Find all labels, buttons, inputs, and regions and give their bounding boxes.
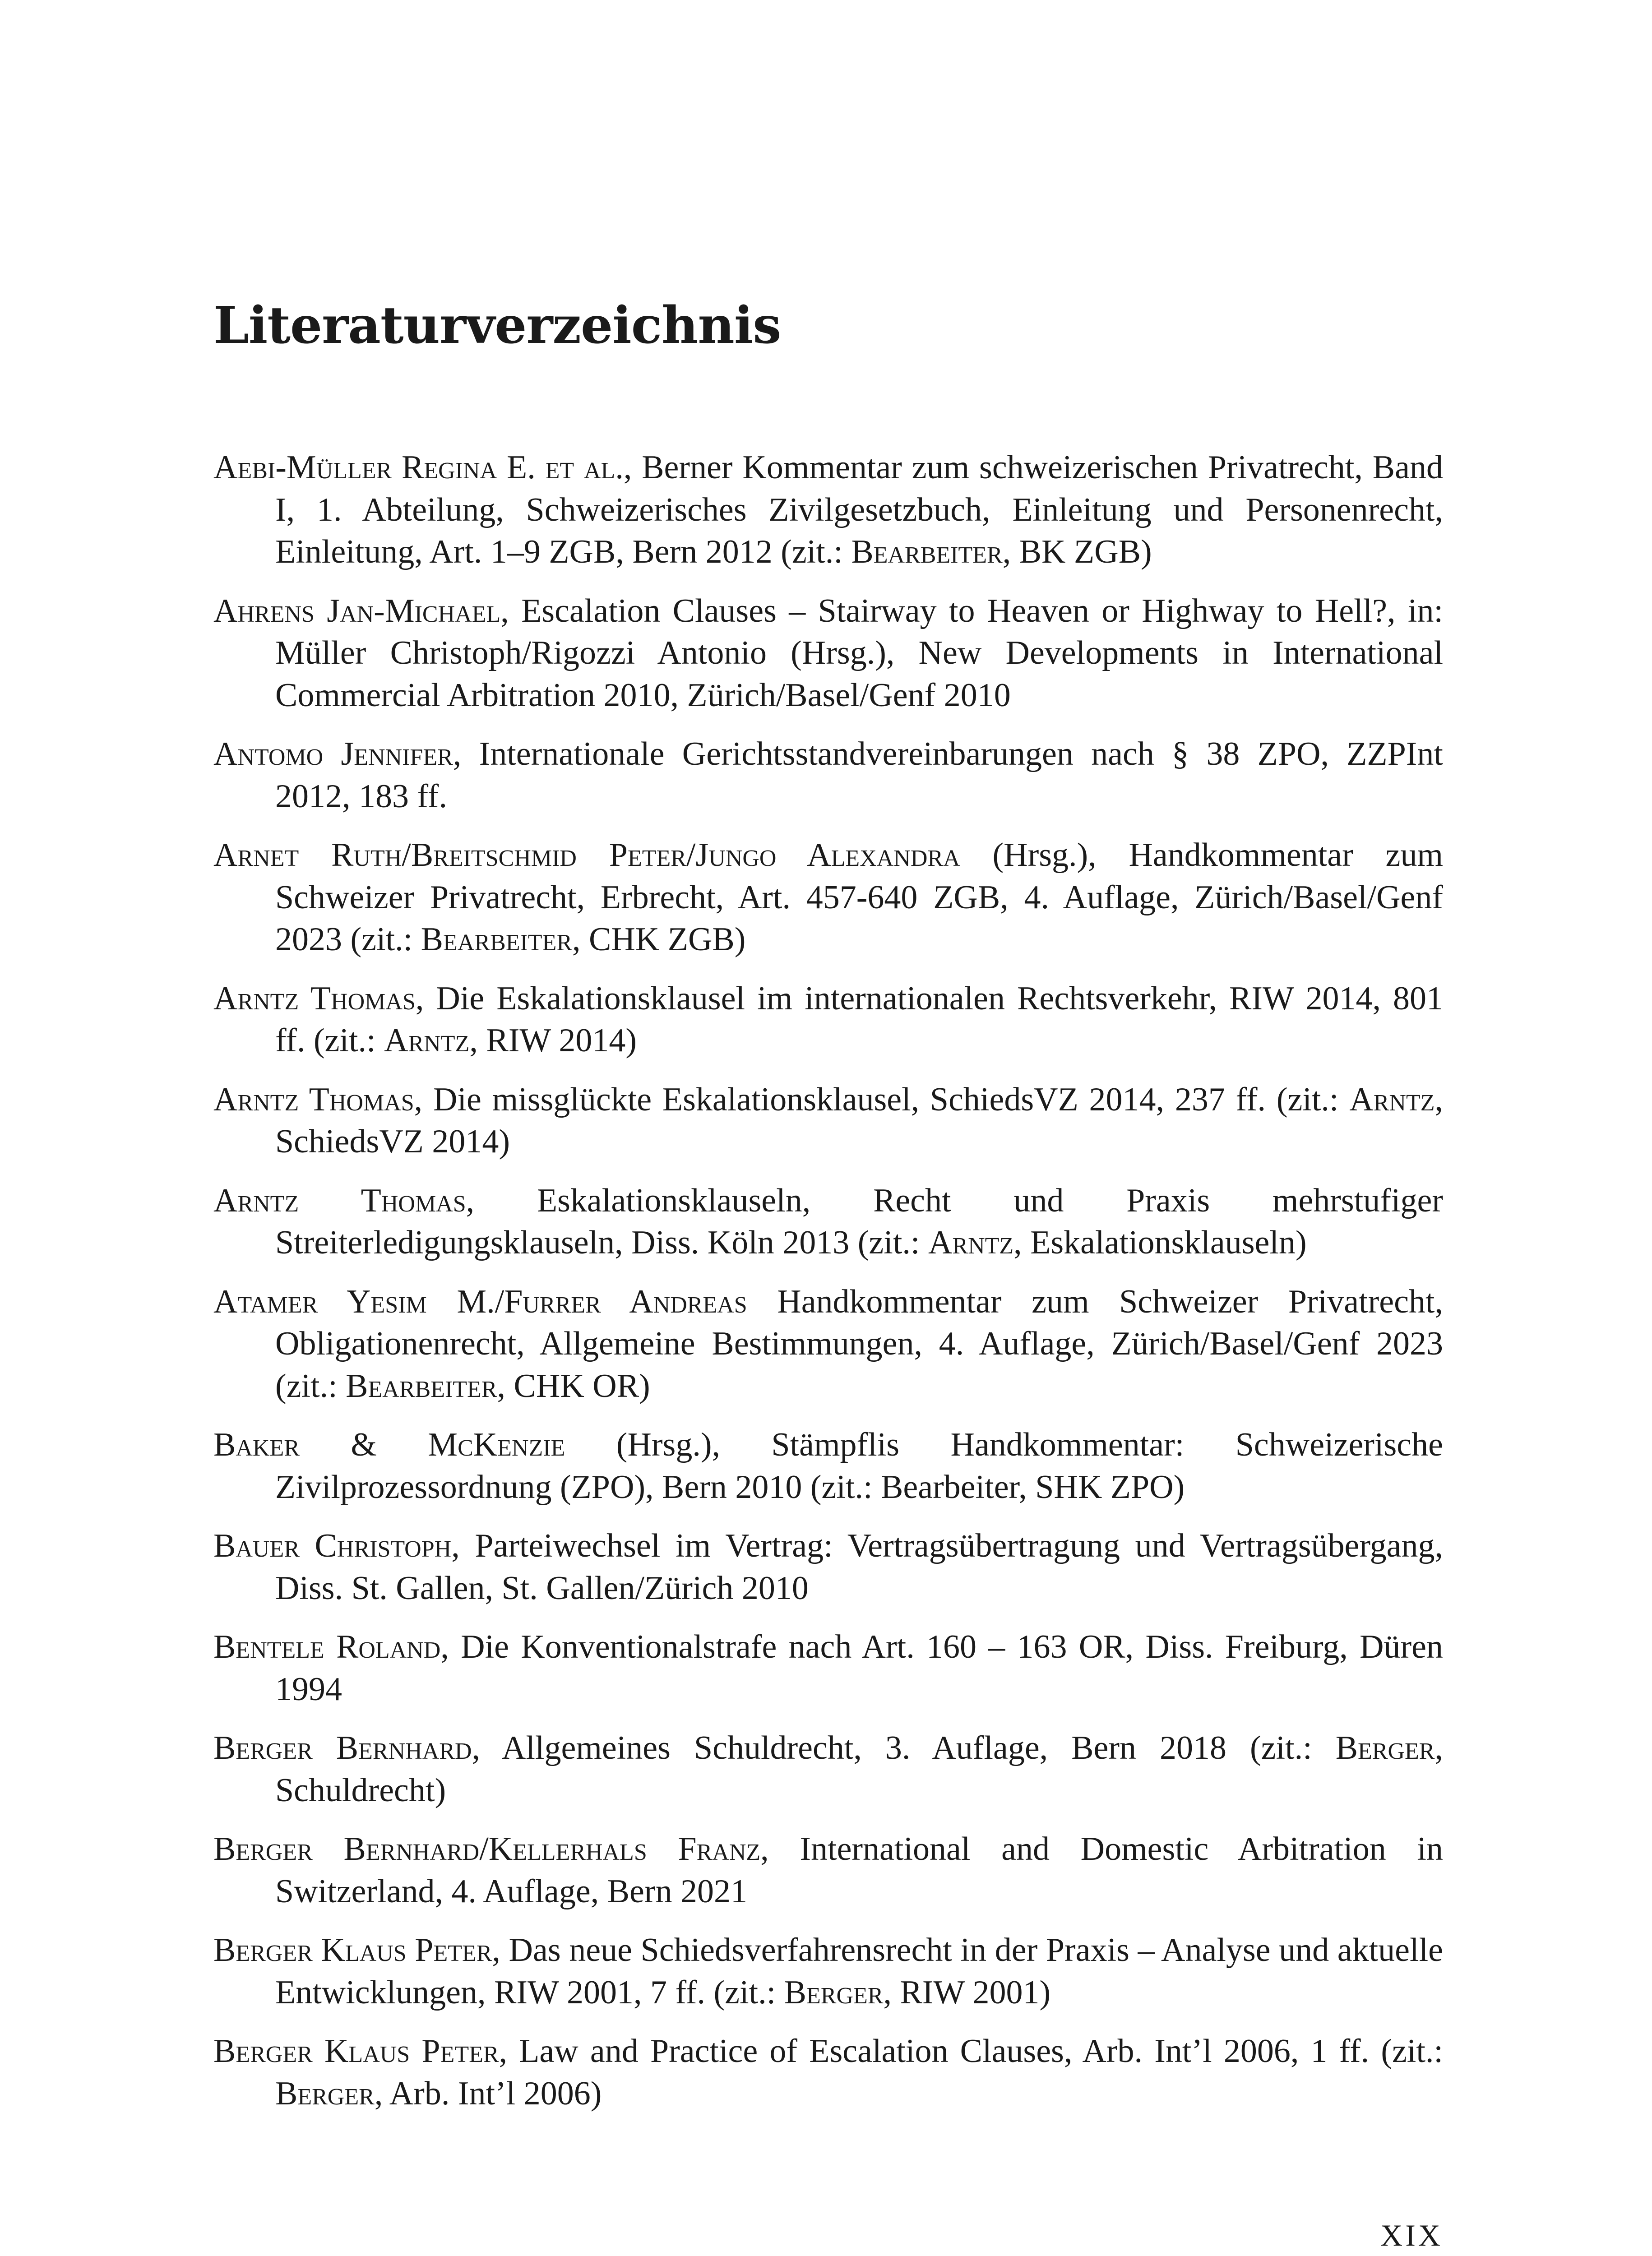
bibliography-entry [213,1525,1443,1609]
author-name: Bearbeiter [346,1367,497,1405]
entry-text: , Schuldrecht) [275,1729,1443,1809]
author-name: Bauer Christoph [213,1527,452,1564]
entry-text: , RIW 2014) [469,1022,637,1059]
entry-text: , CHK ZGB) [572,921,746,958]
bibliography-entry [213,1281,1443,1408]
author-name: Arntz Thomas [213,1182,466,1219]
author-name: Bearbeiter [851,533,1003,570]
bibliography-entry [213,447,1443,573]
entry-text: , International and Domestic Arbitration in Switzerland, 4. Auflage, Bern 2021 [275,1831,1443,1910]
bibliography-entry [213,2030,1443,2115]
bibliography-entry [213,1079,1443,1163]
entry-text: , Die missglückte Eskalationsklausel, SchiedsVZ 2014, 237 ff. (zit.: [414,1081,1350,1118]
page-number: XIX [1380,2218,1443,2252]
author-name: Aebi-Müller Regina E. et al. [213,449,624,486]
bibliography-entry [213,978,1443,1062]
entry-text: (Hrsg.), Handkommentar zum Schweizer Privatrecht, Erbrecht, Art. 457-640 ZGB, 4. Auflage, Zürich/Basel/Genf 2023 (zit.: [275,837,1443,958]
entry-text: , Eskalationsklauseln) [1013,1224,1307,1261]
author-name: Arntz [928,1224,1014,1261]
author-name: Bentele Roland [213,1628,441,1665]
entry-text: , Eskalationsklauseln, Recht und Praxis mehrstufiger Streiterledigungsklauseln, Diss. Köln 2013 (zit.: [275,1182,1443,1261]
author-name: Antomo Jennifer [213,735,453,772]
bibliography-list [213,447,1443,2131]
author-name: Bearbeiter [421,921,573,958]
entry-text: , Berner Kommentar zum schweizerischen Privatrecht, Band I, 1. Abteilung, Schweizerisches Zivilgesetzbuch, Einleitung und Personenrecht, Einleitung, Art. 1–9 ZGB, Bern 2012 (zit.: [275,449,1443,570]
entry-text: , Escalation Clauses – Stairway to Heaven or Highway to Hell?, in: Müller Christoph/Rigozzi Antonio (Hrsg.), New Developments in International Commercial Arbitration 2010, Zürich/Basel/Genf 2010 [275,592,1443,714]
bibliography-entry [213,1727,1443,1812]
page-title: Literaturverzeichnis [213,296,781,355]
author-name: Berger Klaus Peter [213,1932,492,1969]
author-name: Atamer Yesim M./Furrer Andreas [213,1283,747,1320]
author-name: Berger Klaus Peter [213,2033,499,2070]
author-name: Berger Bernhard [213,1729,472,1766]
entry-text: , Internationale Gerichtsstandvereinbarungen nach § 38 ZPO, ZZPInt 2012, 183 ff. [275,735,1443,815]
entry-text: , Die Konventionalstrafe nach Art. 160 – 163 OR, Diss. Freiburg, Düren 1994 [275,1628,1443,1708]
bibliography-entry [213,834,1443,961]
author-name: Berger [784,1974,884,2011]
entry-text: , Die Eskalationsklausel im internationalen Rechtsverkehr, RIW 2014, 801 ff. (zit.: [275,980,1443,1059]
bibliography-entry [213,1828,1443,1913]
entry-text: , Parteiwechsel im Vertrag: Vertragsübertragung und Vertragsübergang, Diss. St. Gallen, St. Gallen/Zürich 2010 [275,1527,1443,1607]
bibliography-entry [213,1929,1443,2014]
bibliography-entry [213,590,1443,717]
author-name: Ahrens Jan-Michael [213,592,501,629]
entry-text: (Hrsg.), Stämpflis Handkommentar: Schweizerische Zivilprozessordnung (ZPO), Bern 2010 (zit.: Bearbeiter, SHK ZPO) [275,1426,1443,1506]
author-name: Arntz [384,1022,470,1059]
bibliography-entry [213,1180,1443,1264]
bibliography-entry [213,1626,1443,1710]
entry-text: , Arb. Int’l 2006) [374,2075,602,2112]
bibliography-entry [213,1424,1443,1508]
entry-text: , Das neue Schiedsverfahrensrecht in der Praxis – Analyse und aktuelle Entwicklungen, RIW 2001, 7 ff. (zit.: [275,1932,1443,2011]
author-name: Berger Bernhard/Kellerhals Franz [213,1831,761,1868]
author-name: Berger [275,2075,375,2112]
entry-text: , SchiedsVZ 2014) [275,1081,1443,1160]
author-name: Arntz Thomas [213,980,416,1017]
author-name: Arntz Thomas [213,1081,414,1118]
entry-text: Handkommentar zum Schweizer Privatrecht, Obligationenrecht, Allgemeine Bestimmungen, 4. Auflage, Zürich/Basel/Genf 2023 (zit.: [275,1283,1443,1405]
author-name: Arnet Ruth/Breitschmid Peter/Jungo Alexandra [213,837,960,874]
author-name: Baker & McKenzie [213,1426,565,1463]
entry-text: , BK ZGB) [1002,533,1152,570]
entry-text: , Allgemeines Schuldrecht, 3. Auflage, Bern 2018 (zit.: [472,1729,1336,1766]
entry-text: , RIW 2001) [883,1974,1051,2011]
author-name: Arntz [1349,1081,1435,1118]
entry-text: , Law and Practice of Escalation Clauses, Arb. Int’l 2006, 1 ff. (zit.: [499,2033,1443,2070]
bibliography-entry [213,733,1443,818]
author-name: Berger [1335,1729,1435,1766]
entry-text: , CHK OR) [497,1367,650,1405]
